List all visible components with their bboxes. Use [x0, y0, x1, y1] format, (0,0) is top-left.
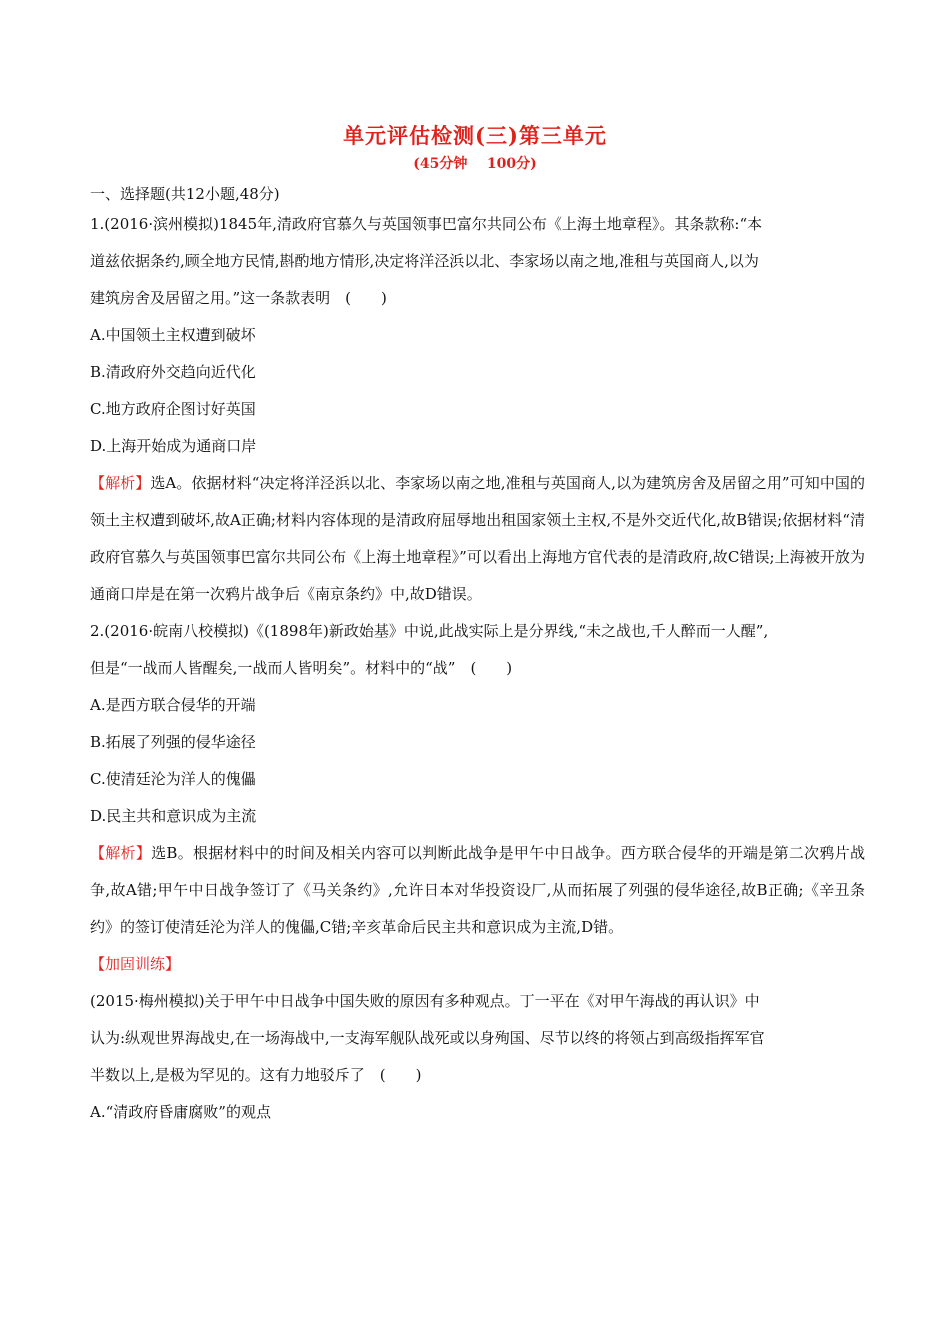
question-2	[90, 613, 865, 946]
reinforcement-section	[90, 946, 865, 1131]
analysis-tag: 【解析】	[90, 844, 152, 862]
analysis-text: 选B。根据材料中的时间及相关内容可以判断此战争是甲午中日战争。西方联合侵华的开端是第二次鸦片战争,故A错;甲午中日战争签订了《马关条约》,允许日本对华投资设厂,从而拓展了列强的侵华途径,故B正确;《辛丑条约》的签订使清廷沦为洋人的傀儡,C错;辛亥革命后民主共和意识成为主流,D错。	[90, 844, 865, 936]
option-c: C.地方政府企图讨好英国	[90, 400, 256, 418]
question-stem-line: 2.(2016·皖南八校模拟)《(1898年)新政始基》中说,此战实际上是分界线,“未之战也,千人醉而一人醒”,	[90, 622, 769, 640]
analysis-paragraph	[90, 835, 865, 946]
analysis-tag: 【解析】	[90, 474, 151, 492]
section-heading: 一、选择题(共12小题,48分)	[90, 185, 280, 203]
document-body	[90, 180, 865, 1131]
option-a: A.是西方联合侵华的开端	[90, 696, 256, 714]
question-stem-line: 认为:纵观世界海战史,在一场海战中,一支海军舰队战死或以身殉国、尽节以终的将领占到高级指挥军官	[90, 1029, 765, 1047]
question-stem-line: 1.(2016·滨州模拟)1845年,清政府官慕久与英国领事巴富尔共同公布《上海土地章程》。其条款称:“本	[90, 215, 763, 233]
option-d: D.上海开始成为通商口岸	[90, 437, 257, 455]
option-d: D.民主共和意识成为主流	[90, 807, 257, 825]
analysis-paragraph	[90, 465, 865, 613]
option-c: C.使清廷沦为洋人的傀儡	[90, 770, 256, 788]
question-stem-line: 半数以上,是极为罕见的。这有力地驳斥了 ( )	[90, 1066, 422, 1084]
analysis-text: 选A。依据材料“决定将洋泾浜以北、李家场以南之地,准租与英国商人,以为建筑房舍及居留之用”可知中国的领土主权遭到破坏,故A正确;材料内容体现的是清政府屈辱地出租国家领土主权,不是外交近代化,故B错误;依据材料“清政府官慕久与英国领事巴富尔共同公布《上海土地章程》”可以看出上海地方官代表的是清政府,故C错误;上海被开放为通商口岸是在第一次鸦片战争后《南京条约》中,故D错误。	[90, 474, 865, 603]
option-a: A.中国领土主权遭到破坏	[90, 326, 256, 344]
page-title: 单元评估检测(三)第三单元	[343, 123, 607, 148]
question-stem-line: 建筑房舍及居留之用。”这一条款表明 ( )	[90, 289, 387, 307]
reinforcement-tag: 【加固训练】	[90, 955, 181, 973]
page-subtitle: (45分钟 100分)	[413, 156, 537, 172]
question-stem-line: 道兹依据条约,顾全地方民情,斟酌地方情形,决定将洋泾浜以北、李家场以南之地,准租与英国商人,以为	[90, 252, 759, 270]
question-1	[90, 206, 865, 613]
question-stem-line: 但是“一战而人皆醒矣,一战而人皆明矣”。材料中的“战” ( )	[90, 659, 513, 677]
option-b: B.清政府外交趋向近代化	[90, 363, 256, 381]
option-b: B.拓展了列强的侵华途径	[90, 733, 256, 751]
option-a: A.“清政府昏庸腐败”的观点	[90, 1103, 271, 1121]
question-stem-line: (2015·梅州模拟)关于甲午中日战争中国失败的原因有多种观点。丁一平在《对甲午海战的再认识》中	[90, 992, 760, 1010]
